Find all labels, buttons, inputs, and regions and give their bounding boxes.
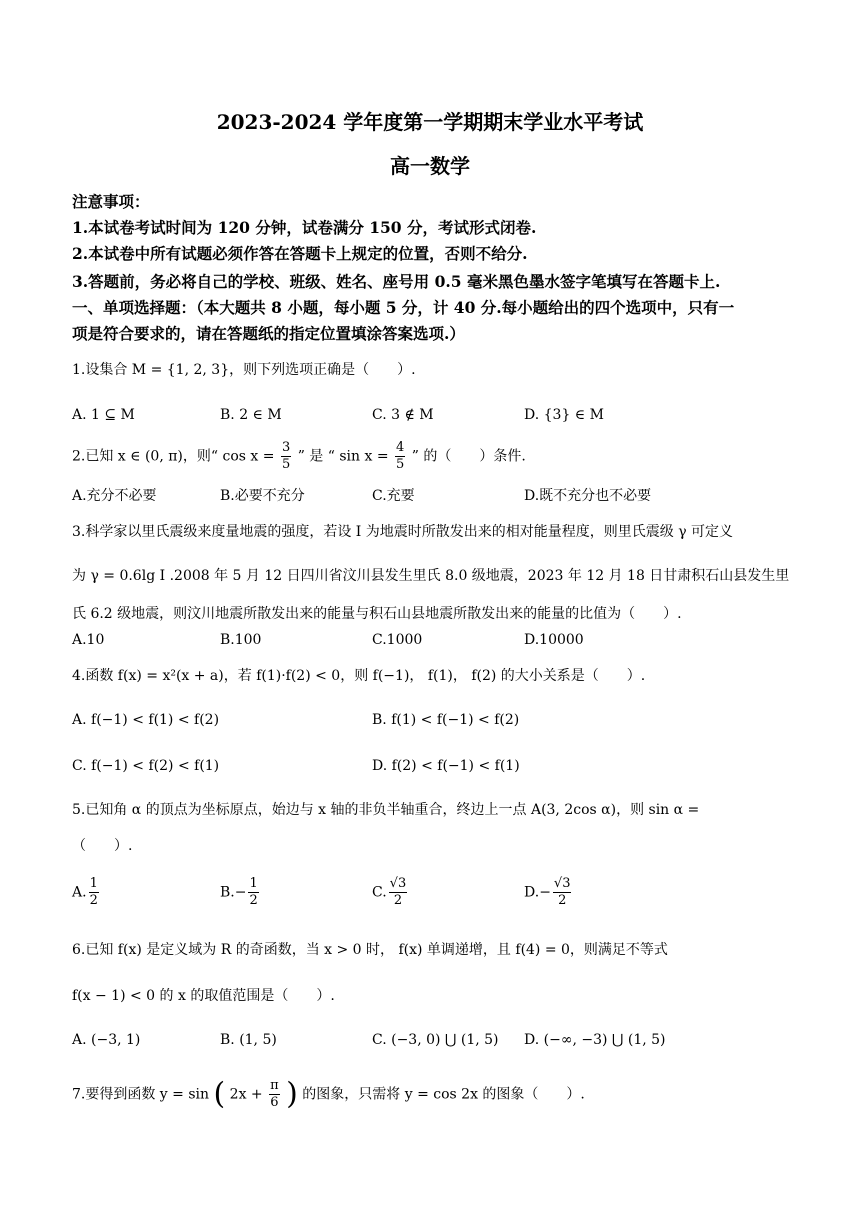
question-2-option-a: A.充分不必要: [72, 488, 157, 504]
question-1-stem: 1.设集合 M = {1, 2, 3}，则下列选项正确是（ ）.: [72, 362, 416, 378]
section-heading-line2: 项是符合要求的，请在答题纸的指定位置填涂答案选项.）: [72, 324, 465, 343]
question-5-option-b: [220, 876, 261, 909]
option-sign: −: [539, 884, 551, 901]
option-label: D.: [524, 884, 540, 901]
question-4-stem: 4.函数 f(x) = x²(x + a)，若 f(1)·f(2) < 0，则 f(−1)， f(1)， f(2) 的大小关系是（ ）.: [72, 668, 646, 684]
fraction-numerator: 1: [89, 876, 98, 891]
question-4-option-b: B. f(1) < f(−1) < f(2): [372, 712, 520, 728]
fraction-numerator: √3: [389, 876, 407, 891]
fraction-numerator: 3: [281, 440, 291, 455]
question-7-inner: 2x +: [229, 1086, 263, 1103]
question-3-option-b: B.100: [220, 632, 262, 648]
question-2-option-c: C.充要: [372, 488, 415, 504]
notice-item-1: 1.本试卷考试时间为 120 分钟，试卷满分 150 分，考试形式闭卷.: [72, 218, 537, 237]
notice-item-2: 2.本试卷中所有试题必须作答在答题卡上规定的位置，否则不给分.: [72, 244, 528, 263]
fraction-numerator: 1: [249, 876, 258, 891]
fraction-denominator: 2: [89, 893, 98, 908]
question-5-option-c: [372, 876, 409, 909]
question-6-line-2: f(x − 1) < 0 的 x 的取值范围是（ ）.: [72, 988, 335, 1004]
fraction-denominator: 5: [281, 457, 291, 472]
fraction-pi-6: [269, 1078, 280, 1111]
question-2-option-b: B.必要不充分: [220, 488, 305, 504]
question-6-option-a: A. (−3, 1): [72, 1032, 141, 1048]
fraction-4-5: [395, 440, 405, 473]
section-heading-line1: 一、单项选择题：（本大题共 8 小题，每小题 5 分，计 40 分.每小题给出的四个选项中，只有一: [72, 298, 735, 317]
question-6-option-d: D. (−∞, −3) ⋃ (1, 5): [524, 1032, 666, 1048]
question-5-line-2: （ ）.: [72, 838, 133, 854]
fraction-3-5: [281, 440, 291, 473]
fraction-denominator: 2: [558, 893, 567, 908]
question-2-stem-part-b: ” 是 “ sin x =: [297, 448, 389, 465]
fraction: [248, 876, 258, 909]
fraction-denominator: 2: [249, 893, 258, 908]
question-3-option-a: A.10: [72, 632, 105, 648]
option-sign: −: [234, 884, 247, 901]
question-3-option-d: D.10000: [524, 632, 584, 648]
question-6-option-b: B. (1, 5): [220, 1032, 277, 1048]
option-label: C.: [372, 884, 387, 901]
question-3-line-3: 氏 6.2 级地震，则汶川地震所散发出来的能量与积石山县地震所散发出来的能量的比值为（ ）.: [72, 606, 682, 622]
question-3-line-2: 为 γ = 0.6lg I .2008 年 5 月 12 日四川省汶川县发生里氏 8.0 级地震，2023 年 12 月 18 日甘肃积石山县发生里: [72, 568, 790, 584]
question-6-option-c: C. (−3, 0) ⋃ (1, 5): [372, 1032, 499, 1048]
question-3-line-1: 3.科学家以里氏震级来度量地震的强度，若设 I 为地震时所散发出来的相对能量程度，则里氏震级 γ 可定义: [72, 524, 734, 540]
question-3-option-c: C.1000: [372, 632, 423, 648]
question-7-stem-part-b: 的图象，只需将 y = cos 2x 的图象（ ）.: [302, 1086, 585, 1103]
notice-heading: 注意事项：: [72, 192, 150, 211]
page-title: 2023-2024 学年度第一学期期末学业水平考试: [216, 110, 644, 134]
question-4-option-d: D. f(2) < f(−1) < f(1): [372, 758, 520, 774]
question-2-stem-part-a: 2.已知 x ∈ (0, π)，则“ cos x =: [72, 448, 275, 465]
question-1-option-d: D. {3} ∈ M: [524, 407, 604, 423]
left-paren-glyph: (: [213, 1076, 226, 1112]
question-4-option-c: C. f(−1) < f(2) < f(1): [72, 758, 220, 774]
question-5-line-1: 5.已知角 α 的顶点为坐标原点，始边与 x 轴的非负半轴重合，终边上一点 A(3, 2cos α)，则 sin α =: [72, 802, 700, 818]
question-6-line-1: 6.已知 f(x) 是定义域为 R 的奇函数，当 x > 0 时， f(x) 单调递增，且 f(4) = 0，则满足不等式: [72, 942, 668, 958]
question-1-option-a: A. 1 ⊆ M: [72, 407, 135, 423]
page-subtitle: 高一数学: [390, 154, 470, 178]
option-label: A.: [72, 884, 87, 901]
question-1-option-c: C. 3 ∉ M: [372, 407, 434, 423]
fraction-denominator: 6: [270, 1095, 279, 1110]
question-5-option-a: [72, 876, 101, 909]
fraction: [89, 876, 99, 909]
notice-item-3: 3.答题前，务必将自己的学校、班级、姓名、座号用 0.5 毫米黑色墨水签字笔填写在答题卡上.: [72, 272, 721, 291]
fraction-denominator: 2: [393, 893, 403, 908]
question-4-option-a: A. f(−1) < f(1) < f(2): [72, 712, 220, 728]
question-7-stem: [72, 1078, 585, 1111]
fraction-denominator: 5: [396, 457, 405, 472]
option-label: B.: [220, 884, 235, 901]
fraction: [389, 876, 408, 909]
question-2-stem: [72, 440, 526, 473]
fraction-numerator: √3: [553, 876, 571, 891]
right-paren-glyph: ): [286, 1076, 298, 1112]
fraction: [553, 876, 572, 909]
question-5-option-d: [524, 876, 573, 909]
question-2-option-d: D.既不充分也不必要: [524, 488, 652, 504]
fraction-numerator: π: [270, 1078, 279, 1093]
question-1-option-b: B. 2 ∈ M: [220, 407, 282, 423]
question-7-stem-part-a: 7.要得到函数 y = sin: [72, 1086, 210, 1103]
question-2-stem-part-c: ” 的（ ）条件.: [411, 448, 526, 465]
fraction-numerator: 4: [396, 440, 405, 455]
